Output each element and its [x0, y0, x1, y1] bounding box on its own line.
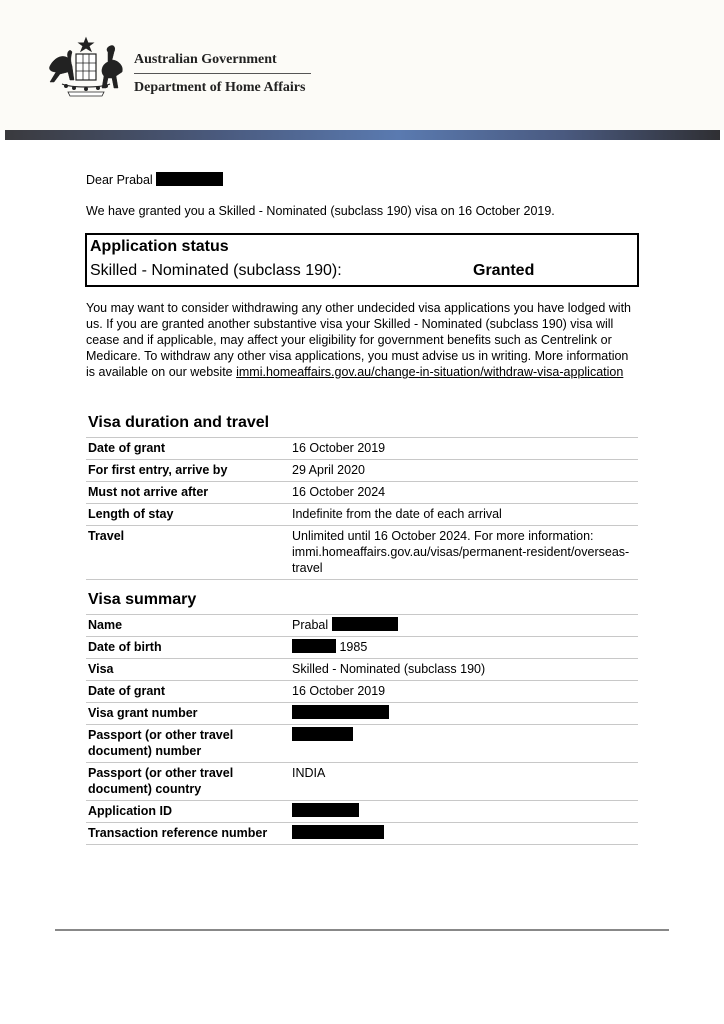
row-label: Date of grant: [86, 438, 290, 460]
row-value: [290, 801, 638, 823]
withdraw-info-link[interactable]: immi.homeaffairs.gov.au/change-in-situation/withdraw-visa-application: [236, 365, 624, 379]
row-value: 16 October 2024: [290, 482, 638, 504]
row-label: Application ID: [86, 801, 290, 823]
redaction-block: [332, 617, 398, 631]
row-value: 16 October 2019: [290, 681, 638, 703]
row-label: Transaction reference number: [86, 823, 290, 845]
grant-intro: We have granted you a Skilled - Nominated (subclass 190) visa on 16 October 2019.: [86, 204, 555, 218]
row-label: For first entry, arrive by: [86, 460, 290, 482]
row-label: Passport (or other travel document) country: [86, 763, 290, 801]
row-label: Travel: [86, 526, 290, 580]
table-row: [86, 526, 638, 580]
summary-section-title: Visa summary: [88, 591, 197, 608]
footer-divider: [55, 929, 669, 931]
row-value: 16 October 2019: [290, 438, 638, 460]
withdraw-notice: [86, 300, 636, 380]
status-visa-label: Skilled - Nominated (subclass 190):: [90, 262, 342, 279]
notice-text: You may want to consider withdrawing any other undecided visa applications you have lodged with us. If you are granted another substantive visa your Skilled - Nominated (subclass 190) visa will cease and if applicable, may affect your eligibility for government benefits such as Centrelink or Medicare. To withdraw any other visa applications, you must advise us in writing. More information is available on our website: [86, 301, 632, 379]
redaction-block: [292, 825, 384, 839]
row-label: Visa: [86, 659, 290, 681]
table-row: [86, 725, 638, 763]
row-value: Skilled - Nominated (subclass 190): [290, 659, 638, 681]
status-value: Granted: [473, 262, 535, 279]
table-row: [86, 438, 638, 460]
row-label: Name: [86, 615, 290, 637]
table-row: [86, 801, 638, 823]
row-value: Indefinite from the date of each arrival: [290, 504, 638, 526]
government-name: Australian Government: [134, 52, 277, 67]
row-label: Passport (or other travel document) number: [86, 725, 290, 763]
table-row: [86, 659, 638, 681]
redaction-block: [292, 705, 389, 719]
row-value: [290, 725, 638, 763]
coat-of-arms-icon: [44, 36, 128, 98]
row-label: Date of birth: [86, 637, 290, 659]
table-row: [86, 823, 638, 845]
salutation: [86, 172, 223, 188]
birth-year-value: 1985: [339, 640, 368, 654]
row-value: [290, 615, 638, 637]
header-banner: [5, 130, 720, 140]
table-row: [86, 482, 638, 504]
status-title: Application status: [90, 238, 229, 255]
row-value: [290, 823, 638, 845]
duration-section-title: Visa duration and travel: [88, 414, 270, 431]
redaction-block: [156, 172, 223, 186]
application-status-box: [85, 233, 639, 287]
table-row: [86, 504, 638, 526]
table-row: [86, 615, 638, 637]
header-divider: [134, 73, 311, 74]
row-value: [290, 637, 638, 659]
letterhead: [0, 0, 724, 130]
table-row: [86, 763, 638, 801]
duration-table: [86, 437, 638, 580]
row-value: [290, 703, 638, 725]
row-label: Must not arrive after: [86, 482, 290, 504]
row-value: 29 April 2020: [290, 460, 638, 482]
row-value: Unlimited until 16 October 2024. For more information: immi.homeaffairs.gov.au/visas/permanent-resident/overseas-travel: [290, 526, 638, 580]
table-row: [86, 637, 638, 659]
salutation-text: Dear Prabal: [86, 173, 153, 187]
table-row: [86, 460, 638, 482]
table-row: [86, 703, 638, 725]
row-value: INDIA: [290, 763, 638, 801]
name-value: Prabal: [292, 618, 329, 632]
redaction-block: [292, 803, 359, 817]
row-label: Visa grant number: [86, 703, 290, 725]
department-name: Department of Home Affairs: [134, 80, 306, 95]
redaction-block: [292, 639, 336, 653]
table-row: [86, 681, 638, 703]
row-label: Date of grant: [86, 681, 290, 703]
summary-table: [86, 614, 638, 845]
redaction-block: [292, 727, 353, 741]
row-label: Length of stay: [86, 504, 290, 526]
